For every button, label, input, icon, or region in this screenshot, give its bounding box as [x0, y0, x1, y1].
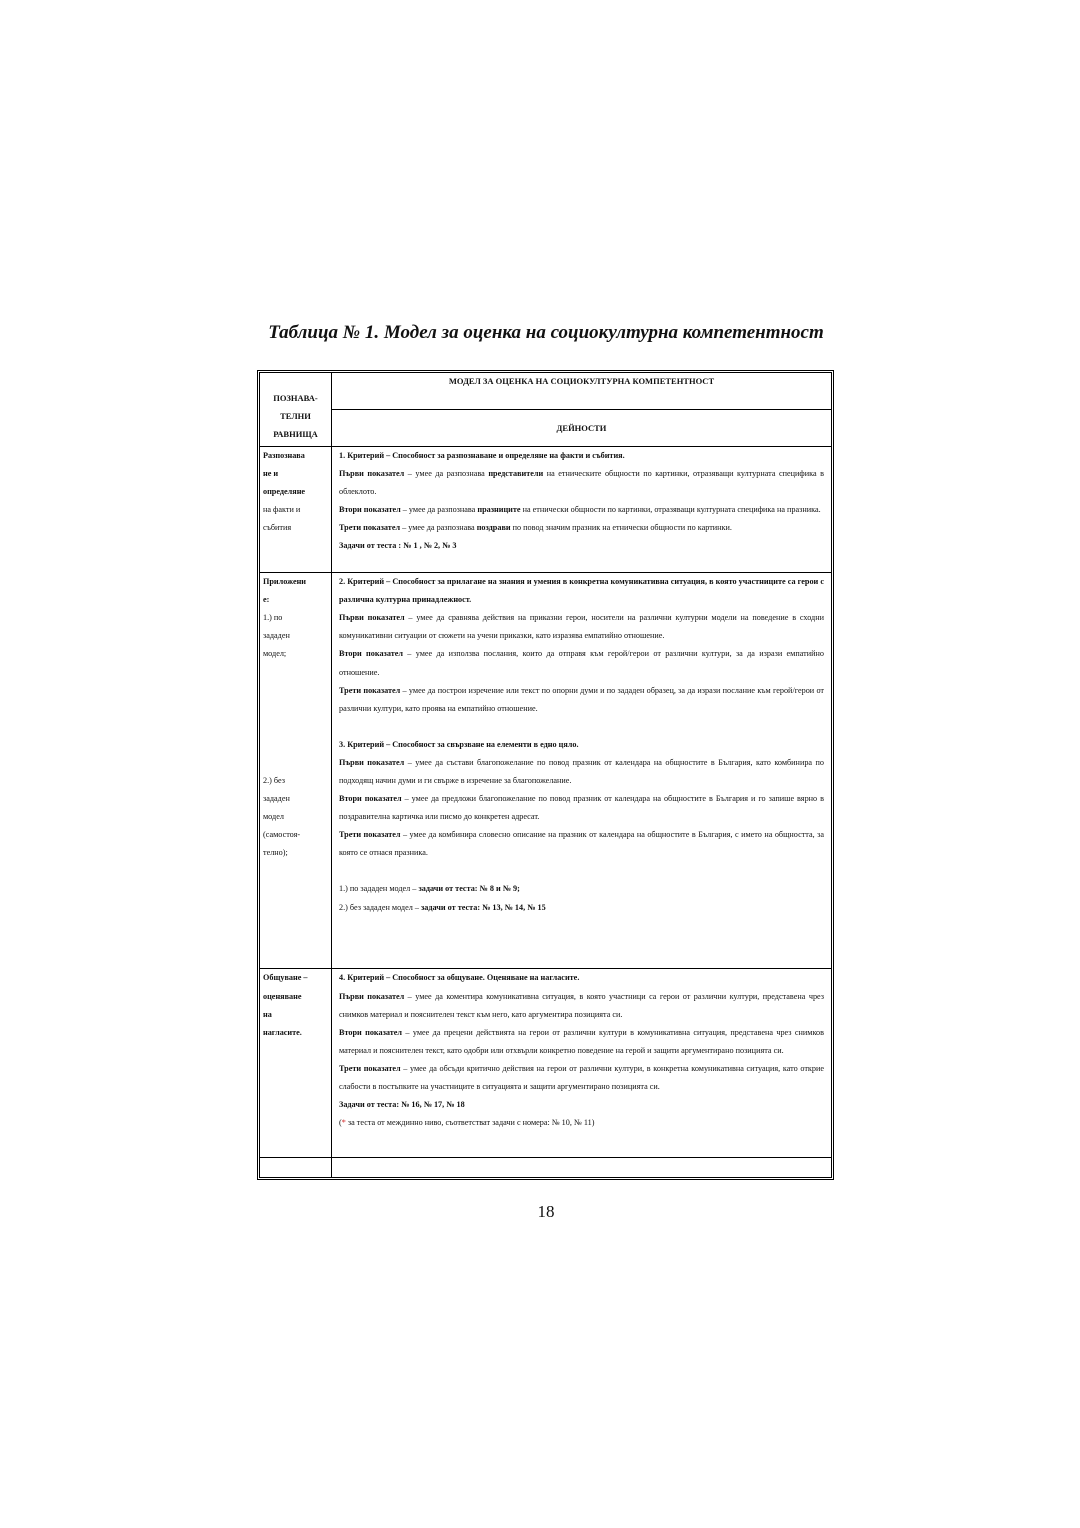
- indicator-2: Втори показател – умее да разпознава празниците на етнически общности по картинки, отразяващи културната специфика на празника.: [339, 505, 821, 515]
- indicator-3: Трети показател – умее да комбинира словесно описание на празник от календара на общностите в България, с името на общността, за която се отнася празника.: [339, 830, 824, 858]
- level-line: телно);: [263, 847, 288, 857]
- level-line: 1.) по: [263, 613, 283, 623]
- level-line: събития: [263, 523, 292, 533]
- activities-cell-communication: [332, 969, 832, 1158]
- criterion-4: 4. Критерий – Способност за общуване. Оценяване на нагласите.: [339, 973, 580, 983]
- level-line: модел;: [263, 649, 287, 659]
- level-line: модел: [263, 811, 284, 821]
- indicator-3: Трети показател – умее да обсъди критично действия на герои от различни култури, в конкретна комуникативна ситуация, като открие слабости в постъпките на участниците в ситуацията и защити аргументирано позицията си.: [339, 1063, 824, 1092]
- level-cell-recognition: [260, 447, 332, 573]
- indicator-1: Първи показател – умее да коментира комуникативна ситуация, в която участници са герои от различни култури, представена чрез снимков материал и пояснителен текст към него, като аргументира позицията си.: [339, 991, 825, 1019]
- header-levels-line: РАВНИЩА: [273, 428, 318, 439]
- level-line: на: [263, 1009, 272, 1019]
- table-row: [260, 447, 832, 573]
- table-title: Таблица № 1. Модел за оценка на социокултурна компетентност: [268, 322, 824, 343]
- indicator-3: Трети показател – умее да разпознава поздрави по повод значим празник на етнически общности по картинки.: [339, 523, 732, 533]
- level-line: оценяване: [263, 991, 302, 1001]
- table-row: [260, 573, 832, 969]
- empty-cell: [260, 1158, 332, 1178]
- level-line: е:: [263, 595, 270, 605]
- header-levels-line: ПОЗНАВА-: [273, 392, 318, 403]
- level-line: нагласите.: [263, 1027, 302, 1037]
- tasks-line: Задачи от теста : № 1 , № 2, № 3: [339, 541, 457, 551]
- level-line: Приложени: [263, 577, 307, 587]
- competence-model-table: [257, 370, 834, 1180]
- indicator-2: Втори показател – умее да прецени действията на герои от различни култури в комуникативна ситуация, представена чрез снимков материал и пояснителен текст, като одобри или отхвърли конкретно поведение на герой и защити аргументирано позицията си.: [339, 1027, 824, 1055]
- level-line: зададен: [263, 793, 290, 803]
- indicator-1: Първи показател – умее да сравнява действия на приказни герои, носители на различни културни модели на поведение в сходни комуникативни ситуации от сюжети на учени приказки, като изразява емпатийно отношение.: [339, 613, 824, 641]
- header-model-title: МОДЕЛ ЗА ОЦЕНКА НА СОЦИОКУЛТУРНА КОМПЕТЕНТНОСТ: [332, 373, 832, 410]
- empty-cell: [332, 1158, 832, 1178]
- note-line: (* за теста от междинно ниво, съответстват задачи с номера: № 10, № 11): [339, 1118, 595, 1128]
- criterion-1: 1. Критерий – Способност за разпознаване и определяне на факти и събития.: [339, 451, 625, 460]
- tasks-line: 2.) без зададен модел – задачи от теста: № 13, № 14, № 15: [339, 902, 546, 912]
- criterion-2: 2. Критерий – Способност за прилагане на знания и умения в конкретна комуникативна ситуация, в която участниците са герои с различна културна принадлежност.: [339, 577, 824, 605]
- tasks-line: 1.) по зададен модел – задачи от теста: № 8 и № 9;: [339, 884, 520, 894]
- asterisk: *: [341, 1118, 346, 1128]
- level-line: (самостоя-: [263, 829, 301, 839]
- level-cell-application: [260, 573, 332, 969]
- indicator-2: Втори показател – умее да използва послания, които да отправя към герой/герои от различни култури, за да изрази емпатийно отношение.: [339, 649, 824, 677]
- level-line: зададен: [263, 631, 290, 641]
- level-cell-communication: [260, 969, 332, 1158]
- level-line: на факти и: [263, 505, 301, 515]
- activities-cell-recognition: [332, 447, 832, 573]
- level-line: 2.) без: [263, 775, 285, 785]
- indicator-3: Трети показател – умее да построи изречение или текст по опорни думи и по зададен образец, за да изрази послание към герой/герои от различни култури, като проява на емпатийно отношение.: [339, 685, 825, 713]
- indicator-1: Първи показател – умее да разпознава представители на етническите общности по картинки, отразяващи културната специфика в облеклото.: [339, 469, 824, 497]
- header-levels-line: ТЕЛНИ: [280, 410, 311, 421]
- header-levels-cell: [260, 373, 332, 447]
- criterion-3: 3. Критерий – Способност за свързване на елементи в едно цяло.: [339, 739, 579, 749]
- indicator-2: Втори показател – умее да предложи благопожелание по повод празник от календара на общностите в България и го запише вярно в поздравителна картичка или писмо до конкретен адресат.: [339, 794, 824, 822]
- level-line: Общуване –: [263, 973, 308, 983]
- level-line: не и: [263, 469, 279, 479]
- activities-cell-application: [332, 573, 832, 969]
- page-number: 18: [537, 1202, 555, 1221]
- indicator-1: Първи показател – умее да състави благопожелание по повод празник от календара на общностите в България, като комбинира по подходящ начин думи и ги свърже в изречение за благопожелание.: [339, 757, 824, 785]
- header-activities: ДЕЙНОСТИ: [332, 410, 832, 447]
- tasks-line: Задачи от теста: № 16, № 17, № 18: [339, 1100, 465, 1110]
- level-line: определяне: [263, 487, 306, 497]
- table-row: [260, 969, 832, 1158]
- level-line: Разпознава: [263, 451, 305, 460]
- table-row-empty: [260, 1158, 832, 1178]
